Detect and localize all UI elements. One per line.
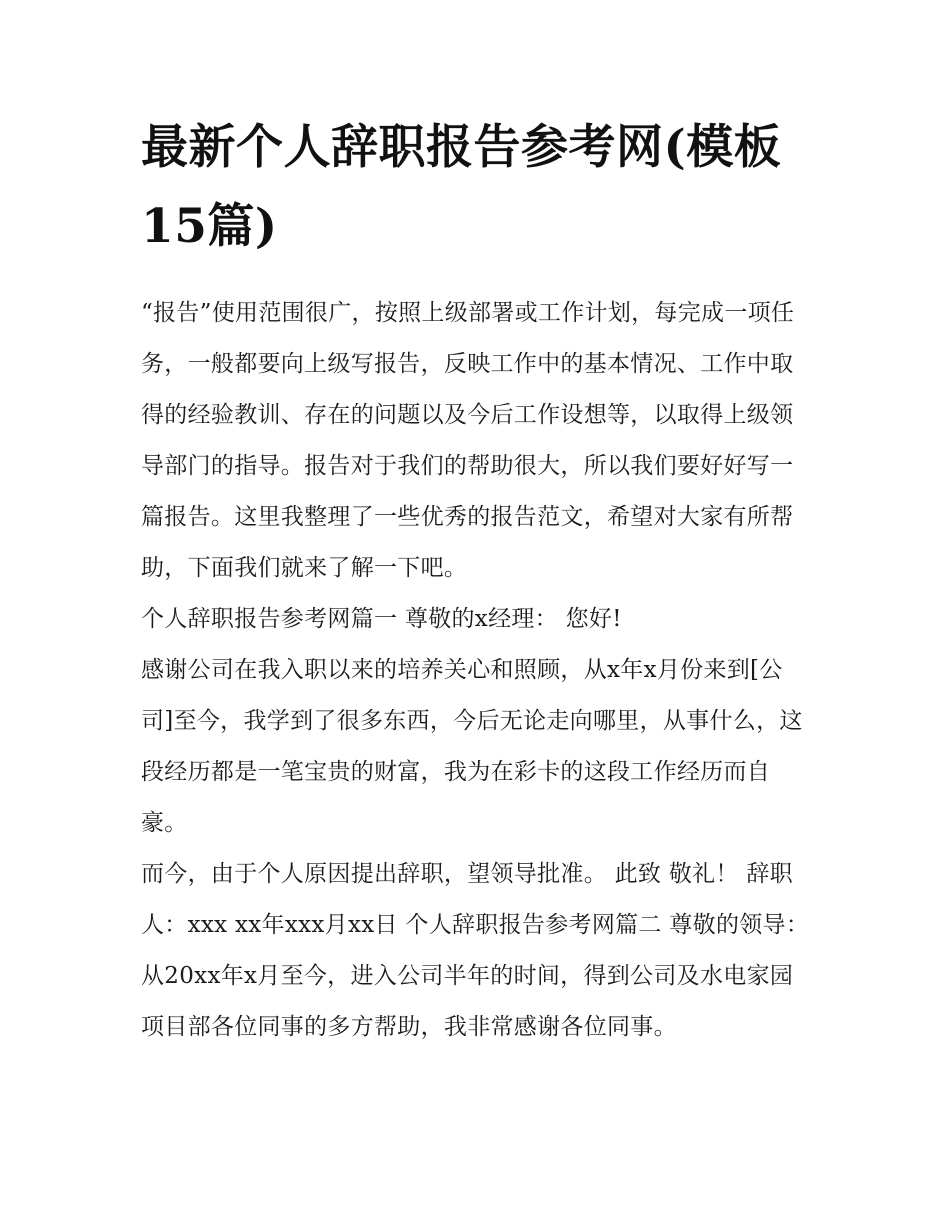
- document-title: 最新个人辞职报告参考网(模板15篇): [141, 120, 782, 254]
- intro-paragraph: “报告”使用范围很广，按照上级部署或工作计划，每完成一项任务，一般都要向上级写报告，反映工作中的基本情况、工作中取得的经验教训、存在的问题以及今后工作设想等，以取得上级领导部门的指导。报告对于我们的帮助很大，所以我们要好好写一篇报告。这里我整理了一些优秀的报告范文，希望对大家有所帮助，下面我们就来了解一下吧。: [141, 300, 795, 581]
- document-content: [141, 108, 813, 1053]
- section-one-salutation: 个人辞职报告参考网篇一 尊敬的x经理： 您好!: [141, 606, 622, 632]
- resignation-paragraph: 而今，由于个人原因提出辞职，望领导批准。 此致 敬礼！ 辞职人：xxx xx年xxx月xx日 个人辞职报告参考网篇二 尊敬的领导：: [141, 861, 810, 938]
- gratitude-paragraph: 感谢公司在我入职以来的培养关心和照顾，从x年x月份来到[公司]至今，我学到了很多东西，今后无论走向哪里，从事什么，这段经历都是一笔宝贵的财富，我为在彩卡的这段工作经历而自豪。: [141, 657, 803, 836]
- document-body: [141, 288, 813, 1053]
- section-two-paragraph: 从20xx年x月至今，进入公司半年的时间，得到公司及水电家园项目部各位同事的多方帮助，我非常感谢各位同事。: [141, 963, 794, 1040]
